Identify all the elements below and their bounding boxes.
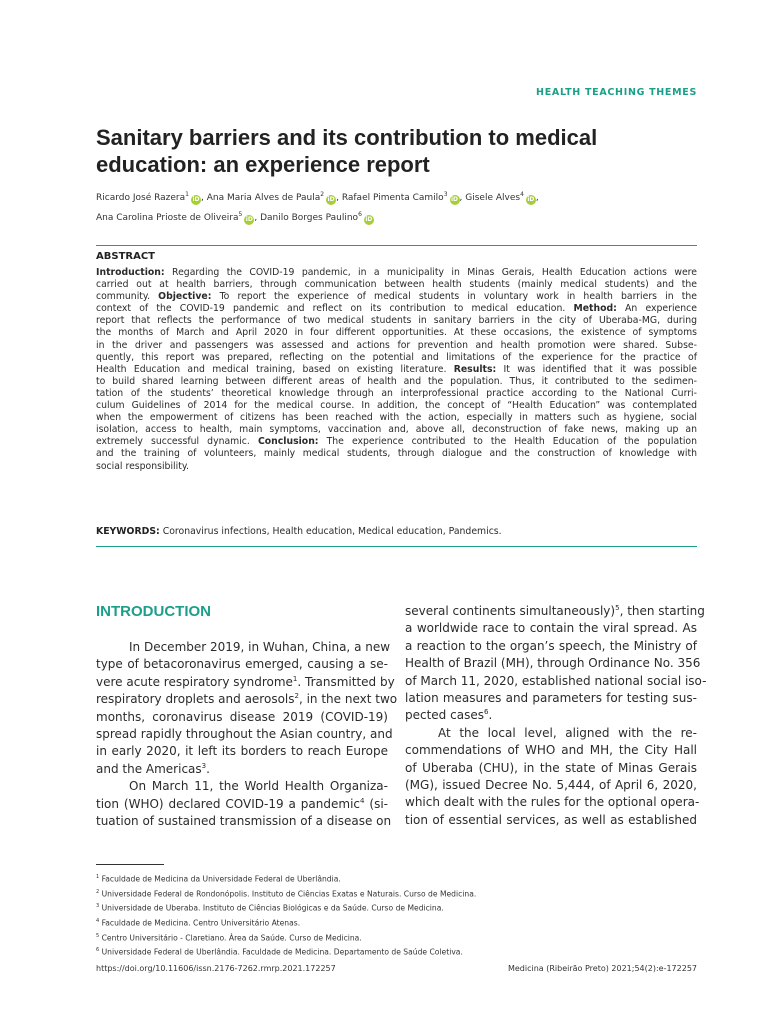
body-text: commendations of WHO and MH, the City Hall <box>405 743 697 758</box>
author-name: Danilo Borges Paulino <box>260 212 359 223</box>
keywords <box>96 526 697 537</box>
keywords-text: Coronavirus infections, Health education, Medical education, Pandemics. <box>159 526 502 537</box>
abstract-text: The experience contributed to the Health Education of the population <box>318 436 697 448</box>
orcid-icon[interactable]: iD <box>192 196 200 203</box>
citation-ref[interactable]: 3 <box>201 761 207 770</box>
introduction-left-column <box>96 639 398 830</box>
doi-link[interactable]: https://doi.org/10.11606/issn.2176-7262.rmrp.2021.172257 <box>96 964 336 973</box>
body-text: tion (WHO) declared COVID-19 a pandemic <box>96 796 360 811</box>
body-text: vere acute respiratory syndrome <box>96 674 293 689</box>
citation-ref[interactable]: 4 <box>360 796 365 805</box>
orcid-icon[interactable]: iD <box>527 196 535 203</box>
abstract-label: Results: <box>453 363 497 375</box>
body-line <box>405 707 697 724</box>
footnote-number: 2 <box>96 888 100 895</box>
body-text: . Transmitted by <box>297 674 395 689</box>
body-text: . <box>488 708 493 723</box>
abstract-line <box>96 352 697 364</box>
abstract-bottom-rule <box>96 546 697 547</box>
abstract-line <box>96 376 697 388</box>
introduction-right-column <box>405 603 707 829</box>
body-line <box>405 760 697 777</box>
body-line <box>96 743 388 760</box>
footnote <box>96 900 476 915</box>
abstract-label: Method: <box>573 303 617 315</box>
body-text: (MG), issued Decree No. 5,444, of April 6, 2020, <box>405 778 697 793</box>
abstract-line <box>96 400 697 412</box>
body-line <box>405 725 697 742</box>
abstract-label: Introduction: <box>96 267 165 278</box>
author <box>260 210 374 223</box>
abstract-text: community. <box>96 291 159 303</box>
footnote-number: 6 <box>96 947 100 954</box>
citation-ref[interactable]: 6 <box>483 708 489 717</box>
footnote-number: 1 <box>96 874 100 880</box>
abstract-body <box>96 267 697 473</box>
body-text: tion of essential services, as well as established <box>405 812 697 827</box>
orcid-icon[interactable]: iD <box>450 196 459 203</box>
body-line <box>405 638 697 655</box>
section-tag: HEALTH TEACHING THEMES <box>536 87 697 98</box>
body-line <box>405 673 707 690</box>
footnote <box>96 930 476 945</box>
footnote <box>96 944 476 959</box>
body-text: months, coronavirus disease 2019 (COVID-19) <box>96 709 388 724</box>
abstract-heading: ABSTRACT <box>96 251 155 262</box>
author-name: Ana Carolina Prioste de Oliveira <box>96 212 239 223</box>
body-text: of March 11, 2020, established national social iso- <box>405 673 707 688</box>
author-affiliation-number: 2 <box>320 191 325 198</box>
footnote-text: Universidade de Uberaba. Instituto de Ciências Biológicas e da Saúde. Curso de Medicina. <box>99 903 444 913</box>
body-text: On March 11, the World Health Organiza- <box>129 779 388 794</box>
abstract-line <box>96 436 697 448</box>
abstract-text: the months of March and April 2020 in four different opportunities. At these occasions, the existence of symptoms <box>96 327 697 339</box>
body-text: . <box>206 761 210 776</box>
footnote-text: Faculdade de Medicina. Centro Universitário Atenas. <box>99 918 301 928</box>
orcid-icon[interactable]: iD <box>365 215 373 223</box>
author-separator: , <box>200 193 207 203</box>
abstract-line <box>96 461 697 473</box>
abstract-line <box>96 327 697 339</box>
footnote <box>96 871 476 886</box>
body-line <box>405 777 697 794</box>
abstract-text: culum Guidelines of 2014 for the medical course. In addition, the concept of “Health Education” was contemplated <box>96 400 697 412</box>
author-affiliation-number: 5 <box>238 210 243 218</box>
author-list <box>96 187 696 226</box>
body-line <box>405 620 697 637</box>
body-text: which dealt with the rules for the optional opera- <box>405 795 700 810</box>
abstract-text: It was identified that it was possible <box>496 363 697 375</box>
author-separator: , <box>254 212 261 223</box>
abstract-text: context of the COVID-19 pandemic and reflect on its contribution to medical education. <box>96 303 574 315</box>
body-line <box>96 813 392 830</box>
author-name: Ricardo José Razera <box>96 193 186 203</box>
author-name: Rafael Pimenta Camilo <box>341 193 444 203</box>
body-text: , then starting <box>619 604 705 618</box>
footnote-number: 3 <box>96 903 100 910</box>
author <box>207 193 336 203</box>
body-line <box>405 655 701 672</box>
body-text: a reaction to the organ’s speech, the Ministry of <box>405 638 697 653</box>
body-text: lation measures and parameters for testing sus- <box>405 691 697 706</box>
author-separator: , <box>535 193 539 203</box>
body-line <box>96 674 395 691</box>
body-line <box>96 691 398 708</box>
abstract-text: tation of the students’ theoretical knowledge through an interprofessional practice according to the National Curri- <box>96 387 697 399</box>
abstract-text: report that reflects the performance of two medical students in sanitary barriers in the city of Uberaba-MG, during <box>96 315 697 327</box>
abstract-text: in the driver and passengers was assessed and actions for prevention and health promotion were shared. Subse- <box>96 339 697 351</box>
footnote-number: 4 <box>96 917 100 924</box>
abstract-line <box>96 303 697 315</box>
footnote-text: Faculdade de Medicina da Universidade Federal de Uberlândia. <box>99 874 341 884</box>
author-affiliation-number: 4 <box>520 191 524 198</box>
author-separator: , <box>336 193 342 203</box>
footnote-number: 5 <box>96 932 100 939</box>
body-line <box>96 656 388 673</box>
abstract-text: To report the experience of medical students in voluntary work in health barriers in the <box>211 291 697 303</box>
abstract-label: Objective: <box>158 291 212 303</box>
citation-ref[interactable]: 1 <box>292 674 298 683</box>
author <box>96 210 254 223</box>
footnote <box>96 915 476 930</box>
abstract-text: Regarding the COVID-19 pandemic, in a municipality in Minas Gerais, Health Education actions were <box>164 267 697 278</box>
footnote-text: Centro Universitário - Claretiano. Área da Saúde. Curso de Medicina. <box>99 933 362 943</box>
author-name: Gisele Alves <box>465 193 521 203</box>
body-line <box>96 778 388 795</box>
title-line: Sanitary barriers and its contribution to medical <box>96 125 598 150</box>
body-text: tuation of sustained transmission of a disease on <box>96 814 392 829</box>
body-line <box>405 603 705 620</box>
body-text: a worldwide race to contain the viral spread. As <box>405 621 697 636</box>
footnotes <box>96 871 476 959</box>
abstract-line <box>96 412 697 424</box>
body-line <box>405 794 700 811</box>
footnote <box>96 886 476 901</box>
body-text: (si- <box>364 796 388 811</box>
body-text: spread rapidly throughout the Asian country, and <box>96 727 393 742</box>
abstract-text: social responsibility. <box>96 460 189 472</box>
body-text: In December 2019, in Wuhan, China, a new <box>129 640 391 654</box>
orcid-icon[interactable]: iD <box>245 215 253 223</box>
author <box>96 193 201 203</box>
body-line <box>96 726 393 743</box>
footnote-rule <box>96 864 164 865</box>
body-text: several continents simultaneously) <box>405 604 616 618</box>
body-text: pected cases <box>405 708 484 723</box>
abstract-top-rule <box>96 245 697 246</box>
article-title <box>96 124 696 178</box>
author <box>342 193 460 203</box>
body-line <box>96 761 388 778</box>
body-text: and the Americas <box>96 761 202 776</box>
author <box>465 193 536 203</box>
body-line <box>405 812 697 829</box>
keywords-label: KEYWORDS: <box>96 526 160 537</box>
citation-ref[interactable]: 2 <box>294 692 299 701</box>
author-separator: , <box>459 193 466 203</box>
author-name: Ana Maria Alves de Paula <box>206 193 321 203</box>
orcid-icon[interactable]: iD <box>327 196 335 203</box>
body-text: , in the next two <box>298 692 398 707</box>
author-affiliation-number: 6 <box>358 210 362 218</box>
body-text: Health of Brazil (MH), through Ordinance No. 356 <box>405 656 701 671</box>
abstract-line <box>96 279 697 291</box>
body-text: respiratory droplets and aerosols <box>96 692 295 707</box>
abstract-line <box>96 448 697 460</box>
title-line: education: an experience report <box>96 152 430 177</box>
body-text: in early 2020, it left its borders to reach Europe <box>96 744 388 759</box>
author-affiliation-number: 1 <box>185 191 189 198</box>
abstract-text: extremely successful dynamic. <box>96 436 258 448</box>
abstract-text: and the training of volunteers, mainly medical students, through dialogue and the construction of knowledge with <box>96 448 697 460</box>
abstract-text: isolation, access to health, main symptoms, vaccination and, above all, deconstruction of fake news, making up an <box>96 424 697 436</box>
abstract-line <box>96 340 697 352</box>
abstract-line <box>96 291 697 303</box>
body-line <box>405 690 697 707</box>
body-text: of Uberaba (CHU), in the state of Minas Gerais <box>405 760 697 775</box>
citation-ref[interactable]: 5 <box>615 604 620 612</box>
abstract-line <box>96 424 697 436</box>
abstract-text: quently, this report was prepared, reflecting on the potential and limitations of the experience for the practice of <box>96 351 697 363</box>
body-line <box>96 639 391 656</box>
abstract-line <box>96 364 697 376</box>
abstract-label: Conclusion: <box>257 436 319 448</box>
journal-citation: Medicina (Ribeirão Preto) 2021;54(2):e-172257 <box>507 964 697 973</box>
abstract-line <box>96 267 697 279</box>
abstract-text: when the empowerment of citizens has been reached with the action, especially in matters such as hygiene, social <box>96 412 697 424</box>
abstract-text: carried out at health barriers, through communication between health students (mainly medical students) and the <box>96 279 697 291</box>
abstract-text: to build shared learning between different areas of health and the population. Thus, it contributed to the sedimen- <box>96 375 697 387</box>
author-affiliation-number: 3 <box>443 191 448 198</box>
abstract-line <box>96 315 697 327</box>
footnote-text: Universidade Federal de Rondonópolis. Instituto de Ciências Exatas e Naturais. Curso de Medicina. <box>99 889 477 899</box>
body-text: At the local level, aligned with the re- <box>438 725 697 740</box>
body-line <box>96 796 388 813</box>
abstract-text: An experience <box>616 303 697 315</box>
abstract-line <box>96 388 697 400</box>
introduction-heading: INTRODUCTION <box>96 603 211 620</box>
footnote-text: Universidade Federal de Uberlândia. Faculdade de Medicina. Departamento de Saúde Coletiva. <box>99 947 463 957</box>
body-line <box>405 742 697 759</box>
body-line <box>96 709 388 726</box>
abstract-text: Health Education and medical training, based on existing literature. <box>96 363 454 375</box>
body-text: type of betacoronavirus emerged, causing a se- <box>96 657 388 672</box>
